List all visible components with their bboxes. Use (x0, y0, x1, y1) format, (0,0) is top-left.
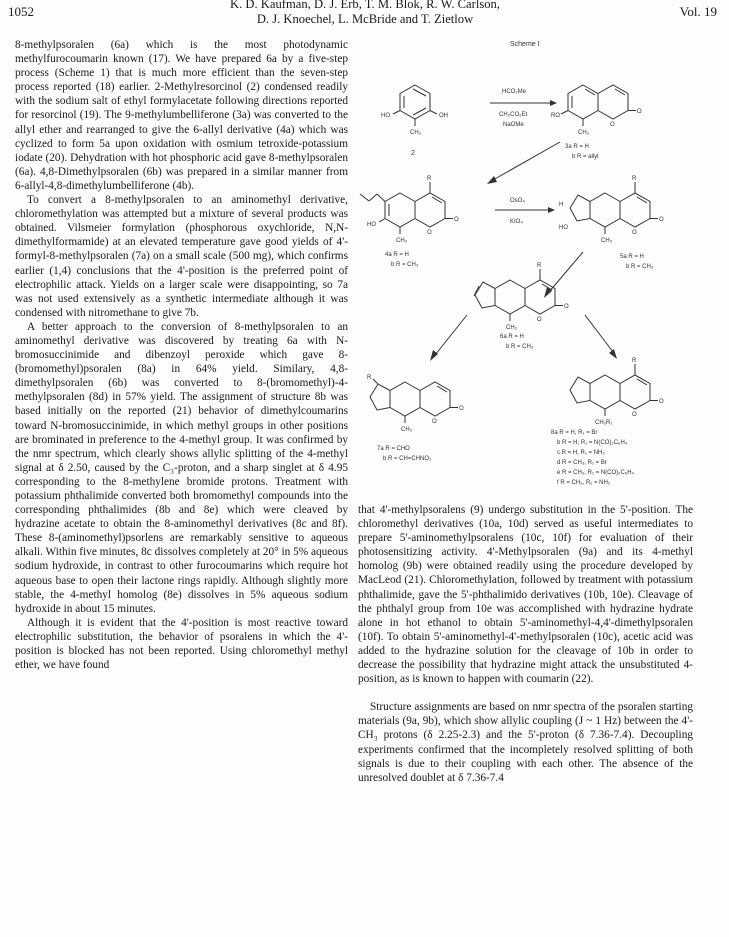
reaction-scheme (355, 30, 717, 495)
page-header (0, 0, 729, 30)
paragraph: 8-methylpsoralen (6a) which is the most photodynamic methylfurocoumarin known (17). We have prepared 6a by a five-step process (Scheme 1) that is much more efficient than the seven-step process reported (18) earlier. 2-Methylresorcinol (2) condensed readily with the sodium salt of ethyl formylacetate following directions reported for resorcinol (19). The 9-methylumbelliferone (3a) was converted to the allyl ether and rearranged to give the 6-allyl derivative (4a) which was cyclized to form 5a upon oxidation with osmium tetroxide-potassium iodate (20). Dehydration with hot phosphoric acid gave 8-methylpsoralen (6a). 4,8-Dimethylpsoralen (6b) was prepared in a similar manner from 6-allyl-4,8-dimethylumbelliferone (4b). (15, 39, 348, 192)
svg-text:OH: OH (439, 113, 448, 119)
svg-text:O: O (454, 217, 459, 223)
svg-text:H: H (559, 202, 564, 208)
svg-text:O: O (632, 230, 637, 236)
structure-3 (551, 85, 642, 160)
svg-text:O: O (637, 109, 642, 115)
label-cmpd-6b: b R = CH₃ (506, 344, 534, 350)
label-cmpd-7a: 7a R = CHO (377, 446, 410, 452)
reaction-arrow (585, 315, 613, 352)
svg-text:O: O (564, 304, 569, 310)
svg-text:HCO₂Me: HCO₂Me (502, 89, 526, 95)
paragraph: that 4'-methylpsoralens (9) undergo substitution in the 5'-position. The chloromethyl derivatives (10a, 10d) served as useful intermediates to prepare 5'-aminomethylpsoralens (10c, 10f) for evaluation of their photosensitizing activity. 4'-Methylpsoralen (9a) and its 4-methyl homolog (9b) were obtained readily using the procedure developed by MacLeod (21). Chloromethylation, followed by treatment with potassium phthalimide, gave the 5'-phthalimido derivatives (10b, 10e). Cleavage of the phthalyl group from 10e was accomplished with hydrazine hydrate alone in hot ethanol to obtain 5'-aminomethyl-4,4'-dimethylpsoralen (10f). To obtain 5'-aminomethyl-4'-methylpsoralen (10c), acetic acid was added to the hydrazine solution for the cleavage of 10b in order to decrease the possibility that hydrazine might attack the unsubstituted 4-position, as is known to happen with coumarin (22). (358, 504, 693, 686)
volume-label: Vol. 19 (679, 4, 717, 19)
reaction-arrow (493, 142, 560, 180)
svg-text:R: R (427, 176, 432, 182)
svg-text:O: O (659, 399, 664, 405)
label-cmpd-6a: 6a R = H (500, 334, 524, 340)
svg-text:OsO₄: OsO₄ (510, 198, 525, 204)
label-cmpd-3b: b R = allyl (572, 154, 599, 160)
page-number: 1052 (8, 4, 34, 19)
svg-text:CH₃: CH₃ (506, 325, 518, 331)
authors-line-1: K. D. Kaufman, D. J. Erb, T. M. Blok, R. W. Carlson, (230, 0, 500, 11)
label-cmpd-8a: 8a R = H, R₁ = Br (551, 430, 598, 436)
label-cmpd-4b: b R = CH₃ (391, 262, 419, 268)
svg-text:CH₃: CH₃ (396, 238, 408, 244)
scheme-title: Scheme I (510, 41, 540, 48)
svg-text:CH₂R₁: CH₂R₁ (595, 420, 613, 426)
svg-text:O: O (432, 419, 437, 425)
svg-text:O: O (459, 406, 464, 412)
structure-8 (551, 358, 664, 486)
svg-text:CH₃CO₂Et: CH₃CO₂Et (499, 112, 528, 118)
label-cmpd-8b: b R = H, R₁ = N(CO)₂C₆H₄ (557, 440, 628, 446)
running-authors (150, 0, 580, 26)
label-cmpd-7b: b R = CH=CHNO₂ (383, 456, 432, 462)
reaction-arrow (549, 252, 583, 292)
paragraph: A better approach to the conversion of 8-methylpsoralen to an aminomethyl derivative was discovered by treating 6a with N-bromosuccinimide and dibenzoyl peroxide which gave 8-(bromomethyl)psoralen (8a) in 64% yield. Similary, 4,8-dimethylpsoralen (6b) was converted to 8-(bromomethyl)-4-methylpsoralen (8d) in 57% yield. The assignment of structure 8b was based initially on the reported (21) behavior of dimethylcoumarins toward N-bromosuccinimide, in which methyl groups in other positions are brominated in preference to the 4-methyl group. It was confirmed by the nmr spectrum, which clearly shows allylic splitting of the 4-methyl signal at δ 2.50, caused by the C₃-proton, and a sharp singlet at δ 4.95 corresponding to the 8-methylene bromide protons. Treatment with potassium phthalimide converted both bromomethyl compounds into the corresponding phthalimides (8b and 8e) which were cleaved by hydrazine acetate to obtain the 8-aminomethyl derivatives (8c and 8f). These 8-(aminomethyl)psorlens are remarkably sensitive to aqueous alkali. Within five minutes, 8c dissolves completely at 20° in 5% aqueous sodium hydroxide, in contrast to other furocoumarins which require hot aqueous base to open their lactone rings rapidly. Although slightly more stable, the 4-methyl homolog (8e) dissolves in 5% aqueous sodium hydroxide in about 15 minutes. (15, 320, 348, 615)
svg-text:R: R (632, 176, 637, 182)
svg-text:O: O (659, 217, 664, 223)
svg-text:HO: HO (367, 222, 376, 228)
left-column (15, 38, 348, 672)
paragraph: To convert a 8-methylpsoralen to an aminomethyl derivative, chloromethylation was attempted but a mixture of several products was obtained. Vilsmeier formylation (phosphorous oxychloride, N,N-dimethylformamide) at an elevated temperature gave good yields of 4'-formyl-8-methylpsoralen (7a) on a small scale (500 mg), which confirms earlier (1,4) conclusions that the 4'-position is the preferred point of electrophilic attack. Yields on a larger scale were disappointing, so 7a was not used extensively as a synthetic intermediate although it was condensed with nitromethane to give 7b. (15, 194, 348, 319)
svg-text:RO: RO (551, 113, 560, 119)
label-cmpd-2: 2 (411, 150, 415, 157)
svg-text:CH₃: CH₃ (410, 130, 422, 136)
label-cmpd-5a: 5a R = H (620, 254, 644, 260)
svg-text:KIO₄: KIO₄ (510, 219, 523, 225)
label-cmpd-8f: f R = CH₃, R₁ = NH₂ (557, 480, 611, 486)
label-cmpd-3a: 3a R = H (565, 144, 589, 150)
right-column (358, 503, 693, 785)
label-cmpd-8c: c R = H, R₁ = NH₂ (557, 450, 605, 456)
svg-text:CH₃: CH₃ (578, 130, 590, 136)
reaction-arrow (435, 315, 467, 355)
svg-text:O: O (427, 230, 432, 236)
structure-2 (381, 85, 448, 157)
svg-text:HO: HO (381, 113, 390, 119)
svg-text:R: R (632, 358, 637, 364)
label-cmpd-5b: b R = CH₃ (626, 264, 654, 270)
svg-text:NaOMe: NaOMe (503, 122, 524, 128)
label-cmpd-4a: 4a R = H (385, 252, 409, 258)
svg-text:O: O (610, 122, 615, 128)
svg-text:R: R (367, 375, 372, 381)
structure-6 (474, 263, 569, 350)
structure-4 (360, 176, 459, 268)
paragraph: Structure assignments are based on nmr spectra of the psoralen starting materials (9a, 9b), which show allylic coupling (J ~ 1 Hz) between the 4'-CH₃ protons (δ 2.25-2.3) and the 5'-proton (δ 7.36-7.4). Decoupling experiments confirmed that the incompletely resolved splitting of both signals is due to their coupling with each other. The absence of the unresolved doublet at δ 7.36-7.4 (358, 701, 693, 784)
label-cmpd-8e: e R = CH₃, R₁ = N(CO)₂C₆H₄ (557, 470, 635, 476)
svg-text:O: O (537, 317, 542, 323)
label-cmpd-8d: d R = CH₃, R₁ = Br (557, 460, 607, 466)
paragraph: Although it is evident that the 4'-position is most reactive toward electrophilic substitution, the behavior of psoralens in which the 4'-position is blocked has not been reported. Using chloromethyl methyl ether, we have found (15, 616, 348, 672)
svg-text:O: O (632, 412, 637, 418)
authors-line-2: D. J. Knoechel, L. McBride and T. Zietlow (256, 11, 474, 26)
svg-text:CH₃: CH₃ (601, 238, 613, 244)
structure-5 (559, 176, 664, 270)
svg-text:R: R (537, 263, 542, 269)
svg-text:HO: HO (559, 225, 568, 231)
structure-7 (367, 375, 464, 462)
svg-text:CH₃: CH₃ (401, 427, 413, 433)
